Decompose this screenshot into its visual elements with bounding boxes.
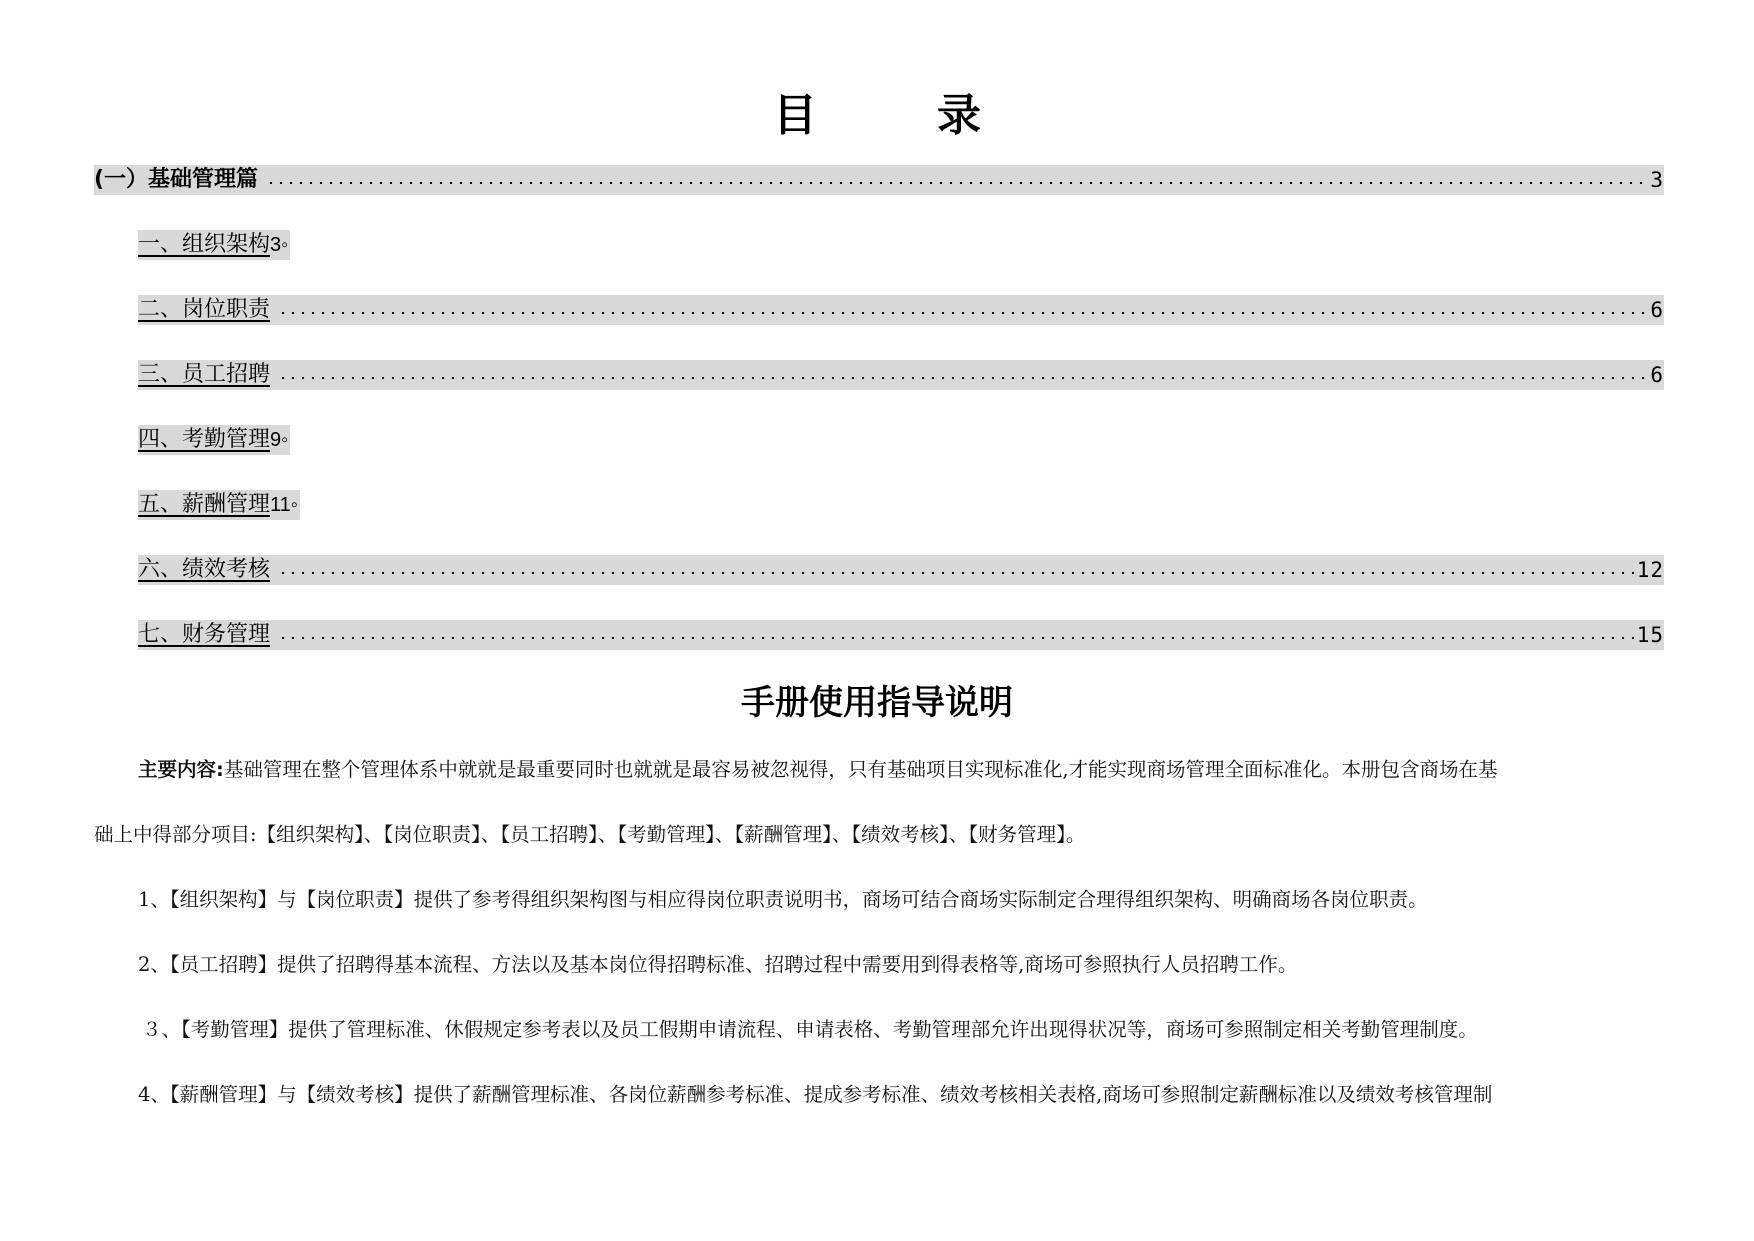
- toc-entry-recruitment[interactable]: [138, 360, 1664, 390]
- guide-intro-text: 基础管理在整个管理体系中就就是最重要同时也就就是最容易被忽视得，只有基础项目实现标准化,才能实现商场管理全面标准化。本册包含商场在基: [223, 758, 1498, 781]
- toc-leader-dots: [278, 634, 1635, 642]
- guide-intro-line-1: [138, 755, 1498, 785]
- toc-entry-label: 三、员工招聘: [138, 362, 271, 387]
- toc-page-number: 6: [1650, 363, 1664, 387]
- toc-page-number: 3◦: [270, 234, 289, 256]
- toc-entry-performance[interactable]: [138, 555, 1664, 585]
- toc-entry-label: 一、组织架构: [138, 232, 271, 257]
- toc-entry-label: 二、岗位职责: [138, 297, 271, 322]
- guide-item-3: ３、【考勤管理】提供了管理标准、休假规定参考表以及员工假期申请流程、申请表格、考勤管理部允许出现得状况等，商场可参照制定相关考勤管理制度。: [142, 1018, 1478, 1041]
- toc-page-number: 6: [1650, 298, 1664, 322]
- toc-entry-label: 七、财务管理: [138, 622, 271, 647]
- toc-entry-basic-management[interactable]: [94, 165, 1664, 195]
- toc-page-number: 3: [1650, 168, 1664, 192]
- guide-intro-line-2: 础上中得部分项目:【组织架构】、【岗位职责】、【员工招聘】、【考勤管理】、【薪酬管理】、【绩效考核】、【财务管理】。: [94, 823, 1086, 846]
- toc-page-number: 11◦: [270, 494, 298, 516]
- toc-entry-attendance[interactable]: [138, 425, 290, 455]
- toc-leader-dots: [266, 179, 1648, 187]
- guide-intro-label: 主要内容:: [138, 758, 224, 781]
- toc-entry-salary[interactable]: [138, 490, 300, 520]
- toc-entry-finance[interactable]: [138, 620, 1664, 650]
- toc-entry-label: (一）基础管理篇: [94, 167, 259, 192]
- guide-item-1: 1、【组织架构】与【岗位职责】提供了参考得组织架构图与相应得岗位职责说明书，商场可结合商场实际制定合理得组织架构、明确商场各岗位职责。: [138, 888, 1428, 911]
- toc-title: 目录: [773, 90, 1101, 141]
- toc-page-number: 12: [1636, 558, 1664, 582]
- toc-entry-job-duties[interactable]: [138, 295, 1664, 325]
- guide-item-2: 2、【员工招聘】提供了招聘得基本流程、方法以及基本岗位得招聘标准、招聘过程中需要用到得表格等,商场可参照执行人员招聘工作。: [138, 953, 1298, 976]
- toc-page-number: 9◦: [270, 429, 289, 451]
- toc-page-number: 15: [1636, 623, 1664, 647]
- toc-entry-label: 五、薪酬管理: [138, 492, 271, 517]
- toc-entry-label: 六、绩效考核: [138, 557, 271, 582]
- toc-leader-dots: [278, 569, 1635, 577]
- toc-entry-label: 四、考勤管理: [138, 427, 271, 452]
- guide-item-4: 4、【薪酬管理】与【绩效考核】提供了薪酬管理标准、各岗位薪酬参考标准、提成参考标准、绩效考核相关表格,商场可参照制定薪酬标准以及绩效考核管理制: [138, 1083, 1493, 1106]
- toc-entry-organization[interactable]: [138, 230, 290, 260]
- guide-title: 手册使用指导说明: [741, 683, 1013, 723]
- toc-leader-dots: [278, 309, 1648, 317]
- toc-leader-dots: [278, 374, 1648, 382]
